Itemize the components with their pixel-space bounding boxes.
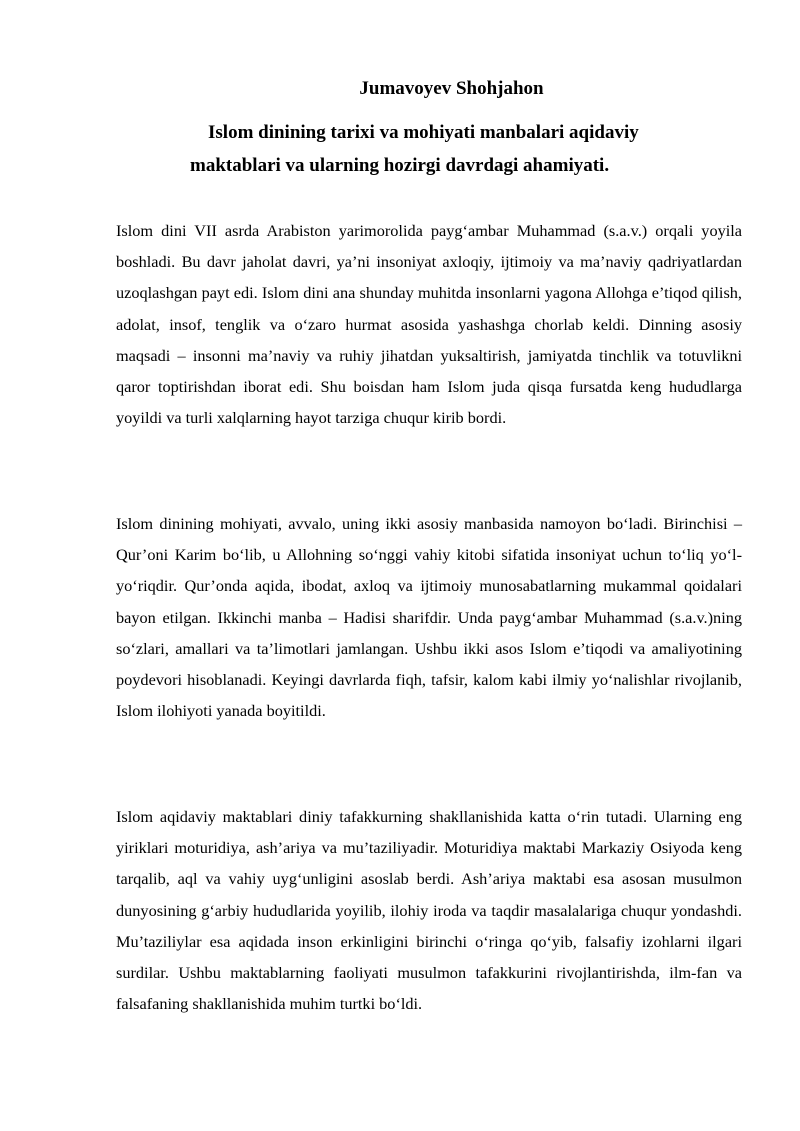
author-name: Jumavoyev Shohjahon <box>359 78 544 99</box>
title-line-1: Islom dinining tarixi va mohiyati manbalari aqidaviy <box>208 122 639 143</box>
document-title <box>150 116 750 182</box>
title-line-2: maktablari va ularning hozirgi davrdagi ahamiyati. <box>190 155 610 176</box>
body-paragraph-2: Islom dinining mohiyati, avvalo, uning ikki asosiy manbasida namoyon bo‘ladi. Birinchisi – Qur’oni Karim bo‘lib, u Allohning so‘nggi vahiy kitobi sifatida insoniyat uchun to‘liq yo‘l-yo‘riqdir. Qur’onda aqida, ibodat, axloq va ijtimoiy munosabatlarning mukammal qoidalari bayon etilgan. Ikkinchi manba – Hadisi sharifdir. Unda payg‘ambar Muhammad (s.a.v.)ning so‘zlari, amallari va ta’limotlari jamlangan. Ushbu ikki asos Islom e’tiqodi va amaliyotining poydevori hisoblanadi. Keyingi davrlarda fiqh, tafsir, kalom kabi ilmiy yo‘nalishlar rivojlanib, Islom ilohiyoti yanada boyitildi. <box>116 514 742 721</box>
body-paragraph-1: Islom dini VII asrda Arabiston yarimorolida payg‘ambar Muhammad (s.a.v.) orqali yoyila boshladi. Bu davr jaholat davri, ya’ni insoniyat axloqiy, ijtimoiy va ma’naviy qadriyatlardan uzoqlashgan payt edi. Islom dini ana shunday muhitda insonlarni yagona Allohga e’tiqod qilish, adolat, insof, tenglik va o‘zaro hurmat asosida yashashga chorlab keldi. Dinning asosiy maqsadi – insonni ma’naviy va ruhiy jihatdan yuksaltirish, jamiyatda tinchlik va totuvlikni qaror toptirishdan iborat edi. Shu boisdan ham Islom juda qisqa fursatda keng hududlarga yoyildi va turli xalqlarning hayot tarziga chuqur kirib bordi. <box>116 221 742 428</box>
body-paragraph-3: Islom aqidaviy maktablari diniy tafakkurning shakllanishida katta o‘rin tutadi. Ularning eng yiriklari moturidiya, ash’ariya va mu’taziliyadir. Moturidiya maktabi Markaziy Osiyoda keng tarqalib, aql va vahiy uyg‘unligini asoslab berdi. Ash’ariya maktabi esa asosan musulmon dunyosining g‘arbiy hududlarida yoyilib, ilohiy iroda va taqdir masalalariga chuqur yondashdi. Mu’taziliylar esa aqidada inson erkinligini birinchi o‘ringa qo‘yib, falsafiy izohlarni ilgari surdilar. Ushbu maktablarning faoliyati musulmon tafakkurini rivojlantirishda, ilm-fan va falsafaning shakllanishida muhim turtki bo‘ldi. <box>116 807 742 1014</box>
